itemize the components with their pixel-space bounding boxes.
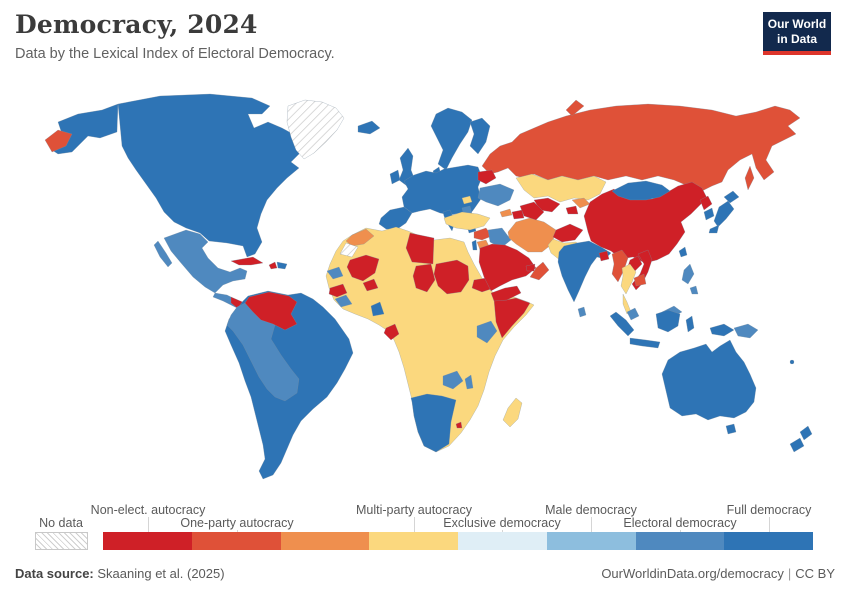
owid-logo[interactable]	[763, 12, 831, 55]
legend-label: Exclusive democracy	[443, 516, 561, 530]
country-bangladesh[interactable]	[599, 251, 609, 261]
legend-segment-3[interactable]	[281, 532, 370, 550]
legend-label: No data	[39, 516, 83, 530]
country-russia-sakhalin[interactable]	[745, 166, 754, 190]
region-nordics[interactable]	[431, 108, 472, 170]
country-japan-honshu[interactable]	[714, 201, 734, 227]
data-source-text: Skaaning et al. (2025)	[97, 566, 225, 581]
country-fiji[interactable]	[790, 360, 794, 364]
legend-segment-5[interactable]	[458, 532, 547, 550]
legend-segment-7[interactable]	[636, 532, 725, 550]
country-madagascar[interactable]	[503, 398, 522, 427]
region-southern-africa[interactable]	[411, 394, 456, 452]
legend-segment-1[interactable]	[103, 532, 192, 550]
chart-subtitle: Data by the Lexical Index of Electoral Democracy.	[15, 46, 335, 62]
footer-separator: |	[787, 566, 792, 581]
legend-segment-2[interactable]	[192, 532, 281, 550]
chart-header	[15, 10, 835, 62]
legend-label: One-party autocracy	[180, 516, 294, 530]
legend-label: Male democracy	[545, 503, 637, 517]
license-link[interactable]: CC BY	[795, 566, 835, 581]
country-indonesia-sulawesi[interactable]	[686, 316, 694, 332]
data-source-note	[15, 566, 225, 581]
country-kazakhstan[interactable]	[516, 174, 606, 202]
region-iberia[interactable]	[379, 207, 412, 230]
country-indonesia-kalimantan[interactable]	[656, 310, 680, 332]
country-ukraine[interactable]	[478, 184, 514, 206]
country-new-zealand-south[interactable]	[790, 438, 804, 452]
country-dominican-republic[interactable]	[277, 262, 287, 269]
legend-label: Electoral democracy	[623, 516, 737, 530]
footer-links	[601, 566, 835, 581]
country-indonesia-java[interactable]	[630, 338, 660, 348]
country-india[interactable]	[558, 241, 611, 302]
country-georgia[interactable]	[500, 209, 512, 217]
map-legend	[0, 503, 850, 555]
owid-logo-line1: Our World	[767, 17, 827, 31]
country-papua-new-guinea[interactable]	[734, 324, 758, 338]
legend-label: Non-elect. autocracy	[90, 503, 206, 517]
country-israel[interactable]	[472, 240, 477, 250]
legend-segment-4[interactable]	[369, 532, 458, 550]
legend-color-bar	[103, 532, 813, 550]
owid-logo-line2: in Data	[776, 32, 817, 46]
country-taiwan[interactable]	[679, 247, 687, 257]
country-belarus[interactable]	[478, 170, 496, 184]
legend-label: Full democracy	[726, 503, 812, 517]
country-ireland[interactable]	[390, 170, 400, 184]
legend-tick	[148, 517, 149, 532]
country-afghanistan[interactable]	[553, 224, 583, 242]
page-title: Democracy, 2024	[15, 10, 258, 39]
country-new-zealand-north[interactable]	[800, 426, 812, 440]
chart-footer	[15, 566, 835, 581]
country-cambodia[interactable]	[634, 274, 646, 286]
legend-tick	[414, 517, 415, 532]
data-source-prefix: Data source:	[15, 566, 94, 581]
country-indonesia-papua[interactable]	[710, 324, 734, 336]
country-haiti[interactable]	[269, 262, 277, 269]
country-canada-usa[interactable]	[118, 94, 303, 257]
country-south-korea[interactable]	[704, 208, 714, 220]
country-cuba[interactable]	[231, 257, 263, 265]
country-finland[interactable]	[470, 118, 490, 154]
country-iceland[interactable]	[358, 121, 380, 134]
country-japan-kyushu[interactable]	[709, 225, 719, 233]
legend-segment-8[interactable]	[724, 532, 813, 550]
no-data-swatch[interactable]	[35, 532, 88, 550]
country-tajikistan[interactable]	[566, 206, 578, 214]
legend-tick	[769, 517, 770, 532]
country-japan-hokkaido[interactable]	[724, 191, 739, 203]
country-australia-tasmania[interactable]	[726, 424, 736, 434]
country-australia[interactable]	[662, 340, 756, 420]
country-philippines-mindanao[interactable]	[690, 286, 698, 294]
country-philippines-luzon[interactable]	[682, 264, 694, 284]
legend-tick	[591, 517, 592, 532]
country-sri-lanka[interactable]	[578, 307, 586, 317]
legend-label: Multi-party autocracy	[355, 503, 473, 517]
legend-segment-6[interactable]	[547, 532, 636, 550]
owid-url-link[interactable]: OurWorldinData.org/democracy	[601, 566, 784, 581]
